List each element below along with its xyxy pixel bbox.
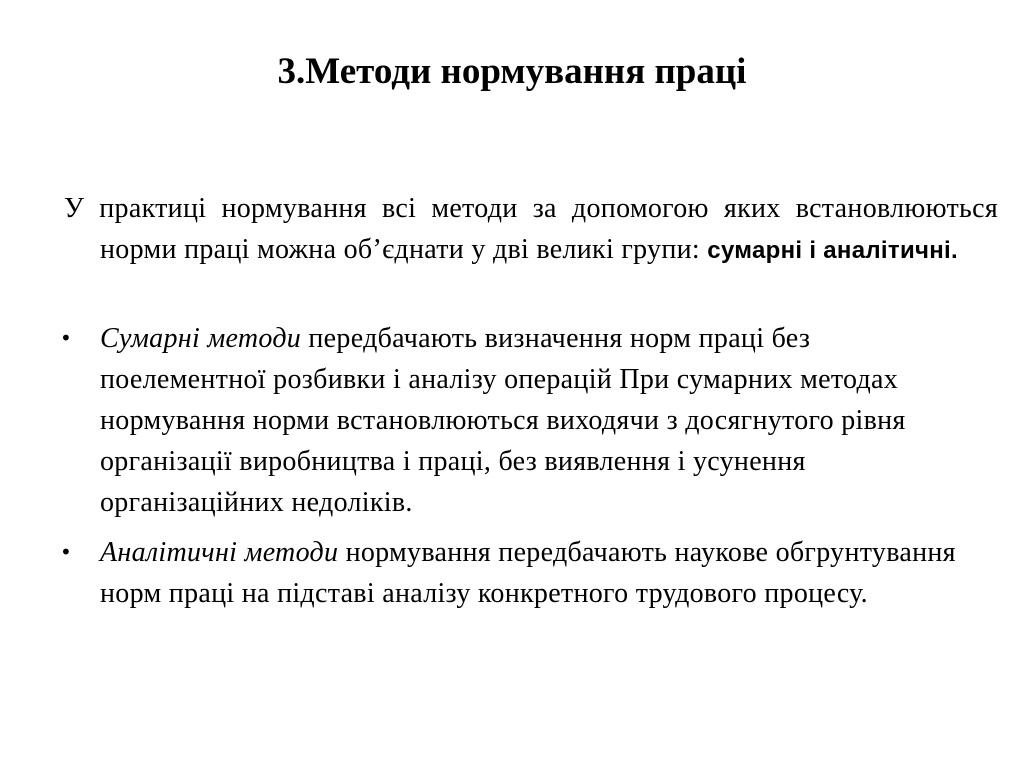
bullet-item-summary-methods [60,318,970,523]
bullet-term: Сумарні методи [100,323,302,354]
bullet-term: Аналітичні методи [100,537,339,568]
intro-emphasis: сумарні і аналітичні. [707,237,958,264]
bullet-item-analytical-methods [60,532,970,614]
bullet-text: передбачають визначення норм праці без поелементної розбивки і аналізу операцій При сумарних методах нормування норми встановлюються виходячи з досягнутого рівня організації виробництва і праці, без виявлення і усунення організаційних недоліків. [100,323,906,518]
bullet-text: нормування передбачають наукове обгрунтування норм праці на підставі аналізу конкретного трудового процесу. [100,537,956,609]
bullet-icon: • [60,326,73,350]
intro-paragraph [64,188,998,271]
intro-text: У практиці нормування всі методи за допомогою яких встановлюються норми праці можна об’єднати у дві великі групи: [64,193,998,265]
bullet-icon: • [60,540,73,564]
slide-title: 3.Методи нормування праці [277,51,747,92]
